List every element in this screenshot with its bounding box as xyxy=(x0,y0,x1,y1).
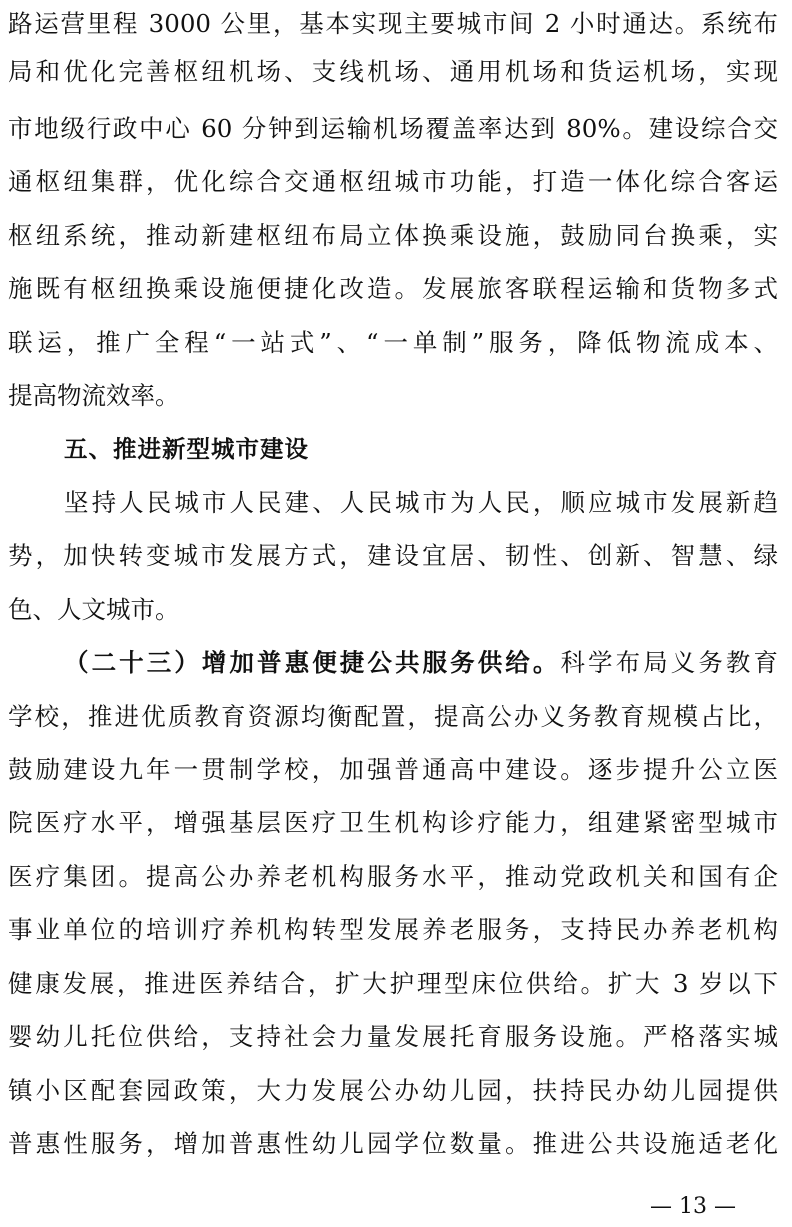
body-line: 学校，推进优质教育资源均衡配置，提高公办义务教育规模占比， xyxy=(8,702,778,731)
body-line: 普惠性服务，增加普惠性幼儿园学位数量。推进公共设施适老化 xyxy=(8,1129,778,1158)
page-number: — 13 — xyxy=(650,1194,736,1219)
body-line: 施既有枢纽换乘设施便捷化改造。发展旅客联程运输和货物多式 xyxy=(8,274,778,303)
body-line: 通枢纽集群，优化综合交通枢纽城市功能，打造一体化综合客运 xyxy=(8,167,778,196)
subsection-first-line xyxy=(64,643,778,683)
body-line: 医疗集团。提高公办养老机构服务水平，推动党政机关和国有企 xyxy=(8,862,778,891)
body-line: 势，加快转变城市发展方式，建设宜居、韧性、创新、智慧、绿 xyxy=(8,541,778,570)
body-line: 色、人文城市。 xyxy=(8,595,180,624)
subsection-text: 科学布局义务教育 xyxy=(560,648,778,677)
body-line: 枢纽系统，推动新建枢纽布局立体换乘设施，鼓励同台换乘，实 xyxy=(8,221,778,250)
body-line: 婴幼儿托位供给，支持社会力量发展托育服务设施。严格落实城 xyxy=(8,1022,778,1051)
body-line: 院医疗水平，增强基层医疗卫生机构诊疗能力，组建紧密型城市 xyxy=(8,808,778,837)
body-line: 局和优化完善枢纽机场、支线机场、通用机场和货运机场，实现 xyxy=(8,57,778,86)
body-line: 路运营里程 3000 公里，基本实现主要城市间 2 小时通达。系统布 xyxy=(8,9,778,38)
subsection-lead: （二十三）增加普惠便捷公共服务供给。 xyxy=(64,648,561,677)
body-line: 联运，推广全程“一站式”、“一单制”服务，降低物流成本、 xyxy=(8,328,778,357)
body-line: 市地级行政中心 60 分钟到运输机场覆盖率达到 80%。建设综合交 xyxy=(8,114,778,143)
body-line: 健康发展，推进医养结合，扩大护理型床位供给。扩大 3 岁以下 xyxy=(8,969,778,998)
section-heading: 五、推进新型城市建设 xyxy=(64,435,309,463)
body-line: 事业单位的培训疗养机构转型发展养老服务，支持民办养老机构 xyxy=(8,915,778,944)
body-line: 鼓励建设九年一贯制学校，加强普通高中建设。逐步提升公立医 xyxy=(8,755,778,784)
body-line: 提高物流效率。 xyxy=(8,381,180,410)
body-line: 镇小区配套园政策，大力发展公办幼儿园，扶持民办幼儿园提供 xyxy=(8,1076,778,1105)
body-line: 坚持人民城市人民建、人民城市为人民，顺应城市发展新趋 xyxy=(64,488,778,517)
